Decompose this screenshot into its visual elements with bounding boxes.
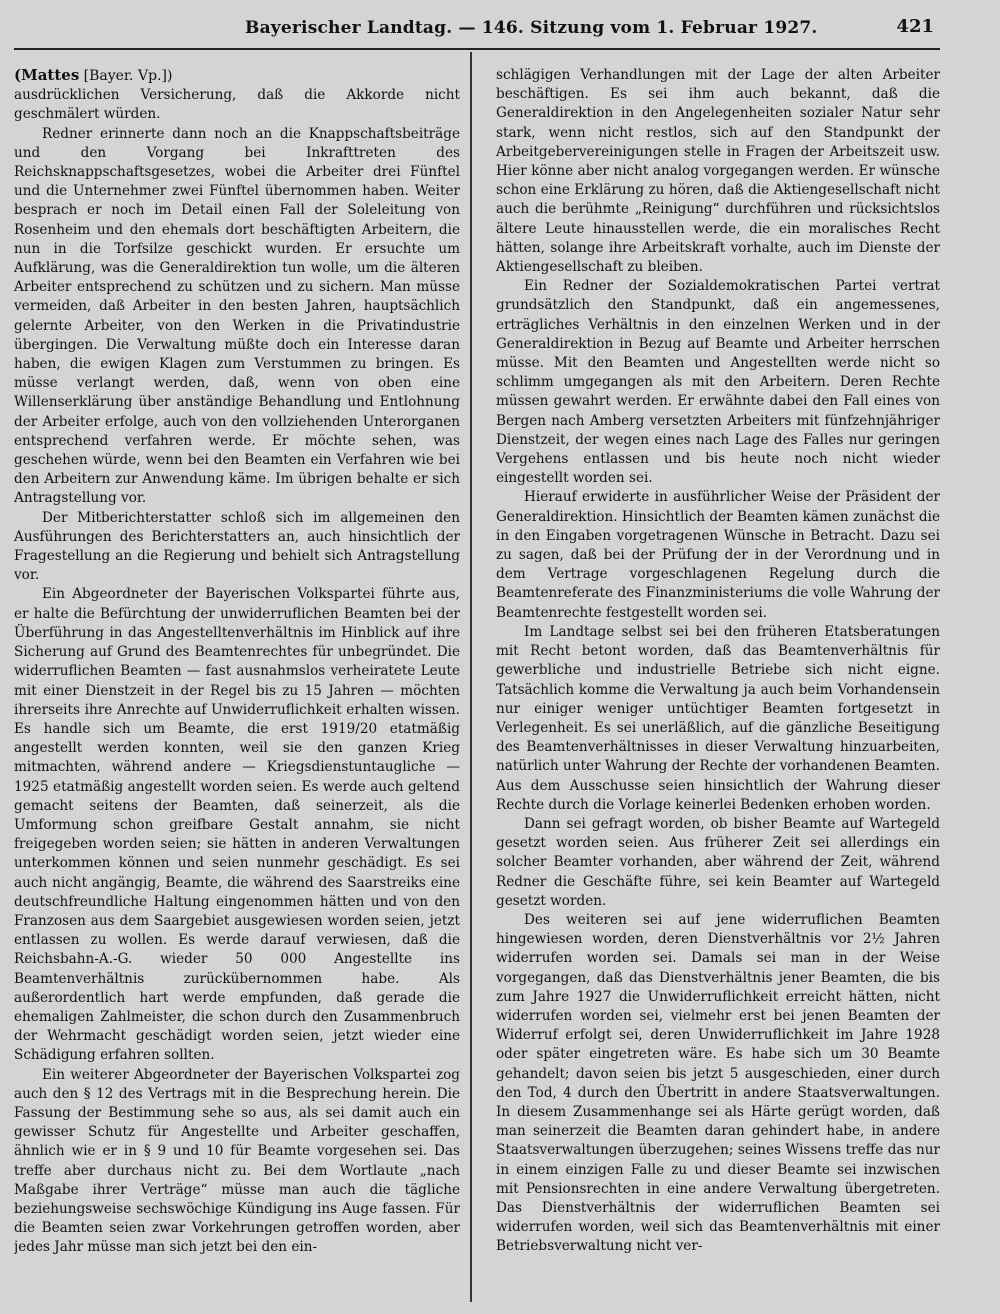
paragraph: Dann sei gefragt worden, ob bisher Beamte auf Wartegeld gesetzt worden seien. Aus früherer Zeit sei allerdings ein solcher Beamter vorhanden, aber während der Zeit, während Redner die Geschäfte führe, sei kein Beamter auf Wartegeld gesetzt worden.	[496, 815, 940, 909]
speaker-party: [Bayer. Vp.])	[83, 68, 173, 84]
page-header	[0, 16, 1000, 46]
speaker-name: (Mattes	[14, 66, 80, 84]
paragraph: Des weiteren sei auf jene widerruflichen Beamten hingewiesen worden, deren Dienstverhältnis vor 2½ Jahren widerrufen worden sei. Damals sei man in der Weise vorgegangen, daß das Dienstverhältnis jener Beamten, die bis zum Jahre 1927 die Unwiderruflichkeit erreicht hätten, nicht widerrufen worden sei, vielmehr erst bei jenen Beamten der Widerruf erfolgt sei, deren Unwiderruflichkeit im Jahre 1928 oder später eingetreten wäre. Es habe sich um 30 Beamte gehandelt; davon seien bis jetzt 5 ausgeschieden, einer durch den Tod, 4 durch den Übertritt in andere Staatsverwaltungen. In diesem Zusammenhange sei als Härte gerügt worden, daß man seinerzeit die Beamten daran gehindert habe, in andere Staatsverwaltungen überzugehen; seines Wissens treffe das nur in einem einzigen Falle zu und dieser Beamte sei inzwischen mit Pensionsrechten in eine andere Verwaltung übergetreten. Das Dienstverhältnis der widerruflichen Beamten sei widerrufen worden, weil sich das Beamtenverhältnis mit einer Betriebsverwaltung nicht ver-	[496, 911, 940, 1255]
speaker-line	[14, 66, 460, 86]
paragraph: Im Landtage selbst sei bei den früheren Etatsberatungen mit Recht betont worden, daß das Beamtenverhältnis für gewerbliche und industrielle Betriebe sich nicht eigne. Tatsächlich komme die Verwaltung ja auch beim Vorhandensein nur einiger weniger untüchtiger Beamten fortgesetzt in Verlegenheit. Es sei unerläßlich, auf die gänzliche Beseitigung des Beamtenverhältnisses in dieser Verwaltung hinzuarbeiten, natürlich unter Wahrung der Rechte der vorhandenen Beamten. Aus dem Ausschusse seien hinsichtlich der Wahrung dieser Rechte durch die Vorlage keinerlei Bedenken erhoben worden.	[496, 623, 940, 813]
left-column	[14, 66, 460, 1298]
column-divider	[470, 52, 472, 1302]
paragraph: Ein weiterer Abgeordneter der Bayerischen Volkspartei zog auch den § 12 des Vertrags mit in die Besprechung herein. Die Fassung der Bestimmung sehe so aus, als sei damit auch ein gewisser Schutz für Angestellte und Arbeiter geschaffen, ähnlich wie er in § 9 und 10 für Beamte vorgesehen sei. Das treffe aber durchaus nicht zu. Bei dem Wortlaute „nach Maßgabe ihrer Verträge“ müsse man auch die tägliche beziehungsweise sechswöchige Kündigung ins Auge fassen. Für die Beamten seien zwar Vorkehrungen getroffen worden, aber jedes Jahr müsse man sich jetzt bei den ein-	[14, 1066, 460, 1256]
paragraph: schlägigen Verhandlungen mit der Lage der alten Arbeiter beschäftigen. Es sei ihm auch bekannt, daß die Generaldirektion in den Angelegenheiten sozialer Natur sehr stark, wenn nicht restlos, sich auf den Standpunkt der Arbeitgebervereinigungen stelle in Fragen der Arbeitszeit usw. Hier könne aber nicht analog vorgegangen werden. Er wünsche schon eine Erklärung zu hören, daß die Aktiengesellschaft nicht auch die berühmte „Reinigung“ durchführen und rücksichtslos ältere Leute hinausstellen werde, die ein moralisches Recht hätten, solange ihre Arbeitskraft vorhalte, auch im Dienste der Aktiengesellschaft zu bleiben.	[496, 67, 940, 276]
paragraph: Ein Abgeordneter der Bayerischen Volkspartei führte aus, er halte die Befürchtung der unwiderruflichen Beamten bei der Überführung in das Angestelltenverhältnis im Hinblick auf ihre Sicherung auf Grund des Beamtenrechtes für unbegründet. Die widerruflichen Beamten — fast ausnahmslos verheiratete Leute mit einer Dienstzeit in der Regel bis zu 15 Jahren — möchten ihrerseits ihre Anrechte auf Unwiderruflichkeit erhalten wissen. Es handle sich um Beamte, die erst 1919/20 etatmäßig angestellt werden konnten, weil sie den ganzen Krieg mitmachten, während andere — Kriegsdienstuntaugliche — 1925 etatmäßig angestellt worden seien. Es werde auch geltend gemacht seitens der Beamten, daß seinerzeit, als die Umformung schon greifbare Gestalt annahm, sie nicht freigegeben worden seien; sie hätten in anderen Verwaltungen unterkommen können und seien nunmehr geschädigt. Es sei auch nicht angängig, Beamte, die während des Saarstreiks eine deutschfreundliche Haltung eingenommen hätten und von den Franzosen aus dem Saargebiet ausgewiesen worden seien, jetzt entlassen zu wollen. Es werde darauf verwiesen, daß die Reichsbahn-A.-G. wieder 50 000 Angestellte ins Beamtenverhältnis zurückübernommen habe. Als außerordentlich hart werde empfunden, daß gerade die ehemaligen Zahlmeister, die schon durch den Zusammenbruch der Wehrmacht geschädigt worden seien, jetzt wieder eine Schädigung erfahren sollten.	[14, 586, 460, 1064]
paragraph: Der Mitberichterstatter schloß sich im allgemeinen den Ausführungen des Berichterstatters an, auch hinsichtlich der Fragestellung an die Regierung und behielt sich Antragstellung vor.	[14, 509, 460, 584]
header-rule	[14, 48, 940, 50]
page-number: 421	[896, 16, 934, 37]
paragraph: Redner erinnerte dann noch an die Knappschaftsbeiträge und den Vorgang bei Inkrafttreten des Reichsknappschaftsgesetzes, wobei die Arbeiter drei Fünftel und die Unternehmer zwei Fünftel übernommen haben. Weiter besprach er noch im Detail einen Fall der Soleleitung von Rosenheim und den ehemals dort beschäftigten Arbeitern, die nun in die Torfsilze geschickt wurden. Er ersuchte um Aufklärung, was die Generaldirektion tun wolle, um die älteren Arbeiter entsprechend zu schützen und zu sichern. Man müsse vermeiden, daß Arbeiter in den besten Jahren, hauptsächlich gelernte Arbeiter, von den Werken in die Privatindustrie übergingen. Die Verwaltung müßte doch ein Interesse daran haben, die ewigen Klagen zum Verstummen zu bringen. Es müsse verlangt werden, daß, wenn von oben eine Willenserklärung über anständige Behandlung und Entlohnung der Arbeiter erfolge, auch von den vollziehenden Unterorganen entsprechend verfahren werde. Er möchte sehen, was geschehen würde, wenn bei den Beamten ein Verfahren wie bei den Arbeitern zur Anwendung käme. Im übrigen behalte er sich Antragstellung vor.	[14, 125, 460, 507]
right-column	[496, 66, 940, 1298]
paragraph: Ein Redner der Sozialdemokratischen Partei vertrat grundsätzlich den Standpunkt, daß ein angemessenes, erträgliches Verhältnis in den einzelnen Werken und in der Generaldirektion in Bezug auf Beamte und Arbeiter herrschen müsse. Mit den Beamten und Angestellten werde nicht so schlimm umgegangen als mit den Arbeitern. Deren Rechte müssen gewahrt werden. Er erwähnte dabei den Fall eines von Bergen nach Amberg versetzten Arbeiters mit fünfzehnjähriger Dienstzeit, der wegen eines nach Lage des Falles nur geringen Vergehens entlassen und bis heute noch nicht wieder eingestellt worden sei.	[496, 278, 940, 487]
header-title: Bayerischer Landtag. — 146. Sitzung vom 1. Februar 1927.	[245, 18, 818, 38]
paragraph: ausdrücklichen Versicherung, daß die Akkorde nicht geschmälert würden.	[14, 87, 460, 123]
paragraph: Hierauf erwiderte in ausführlicher Weise der Präsident der Generaldirektion. Hinsichtlich der Beamten kämen zunächst die in den Eingaben vorgetragenen Wünsche in Betracht. Dazu sei zu sagen, daß bei der Prüfung der in der Verordnung und in dem Vertrage vorgeschlagenen Regelung durch die Beamtenreferate des Finanzministeriums die volle Wahrung der Beamtenrechte festgestellt worden sei.	[496, 489, 940, 621]
